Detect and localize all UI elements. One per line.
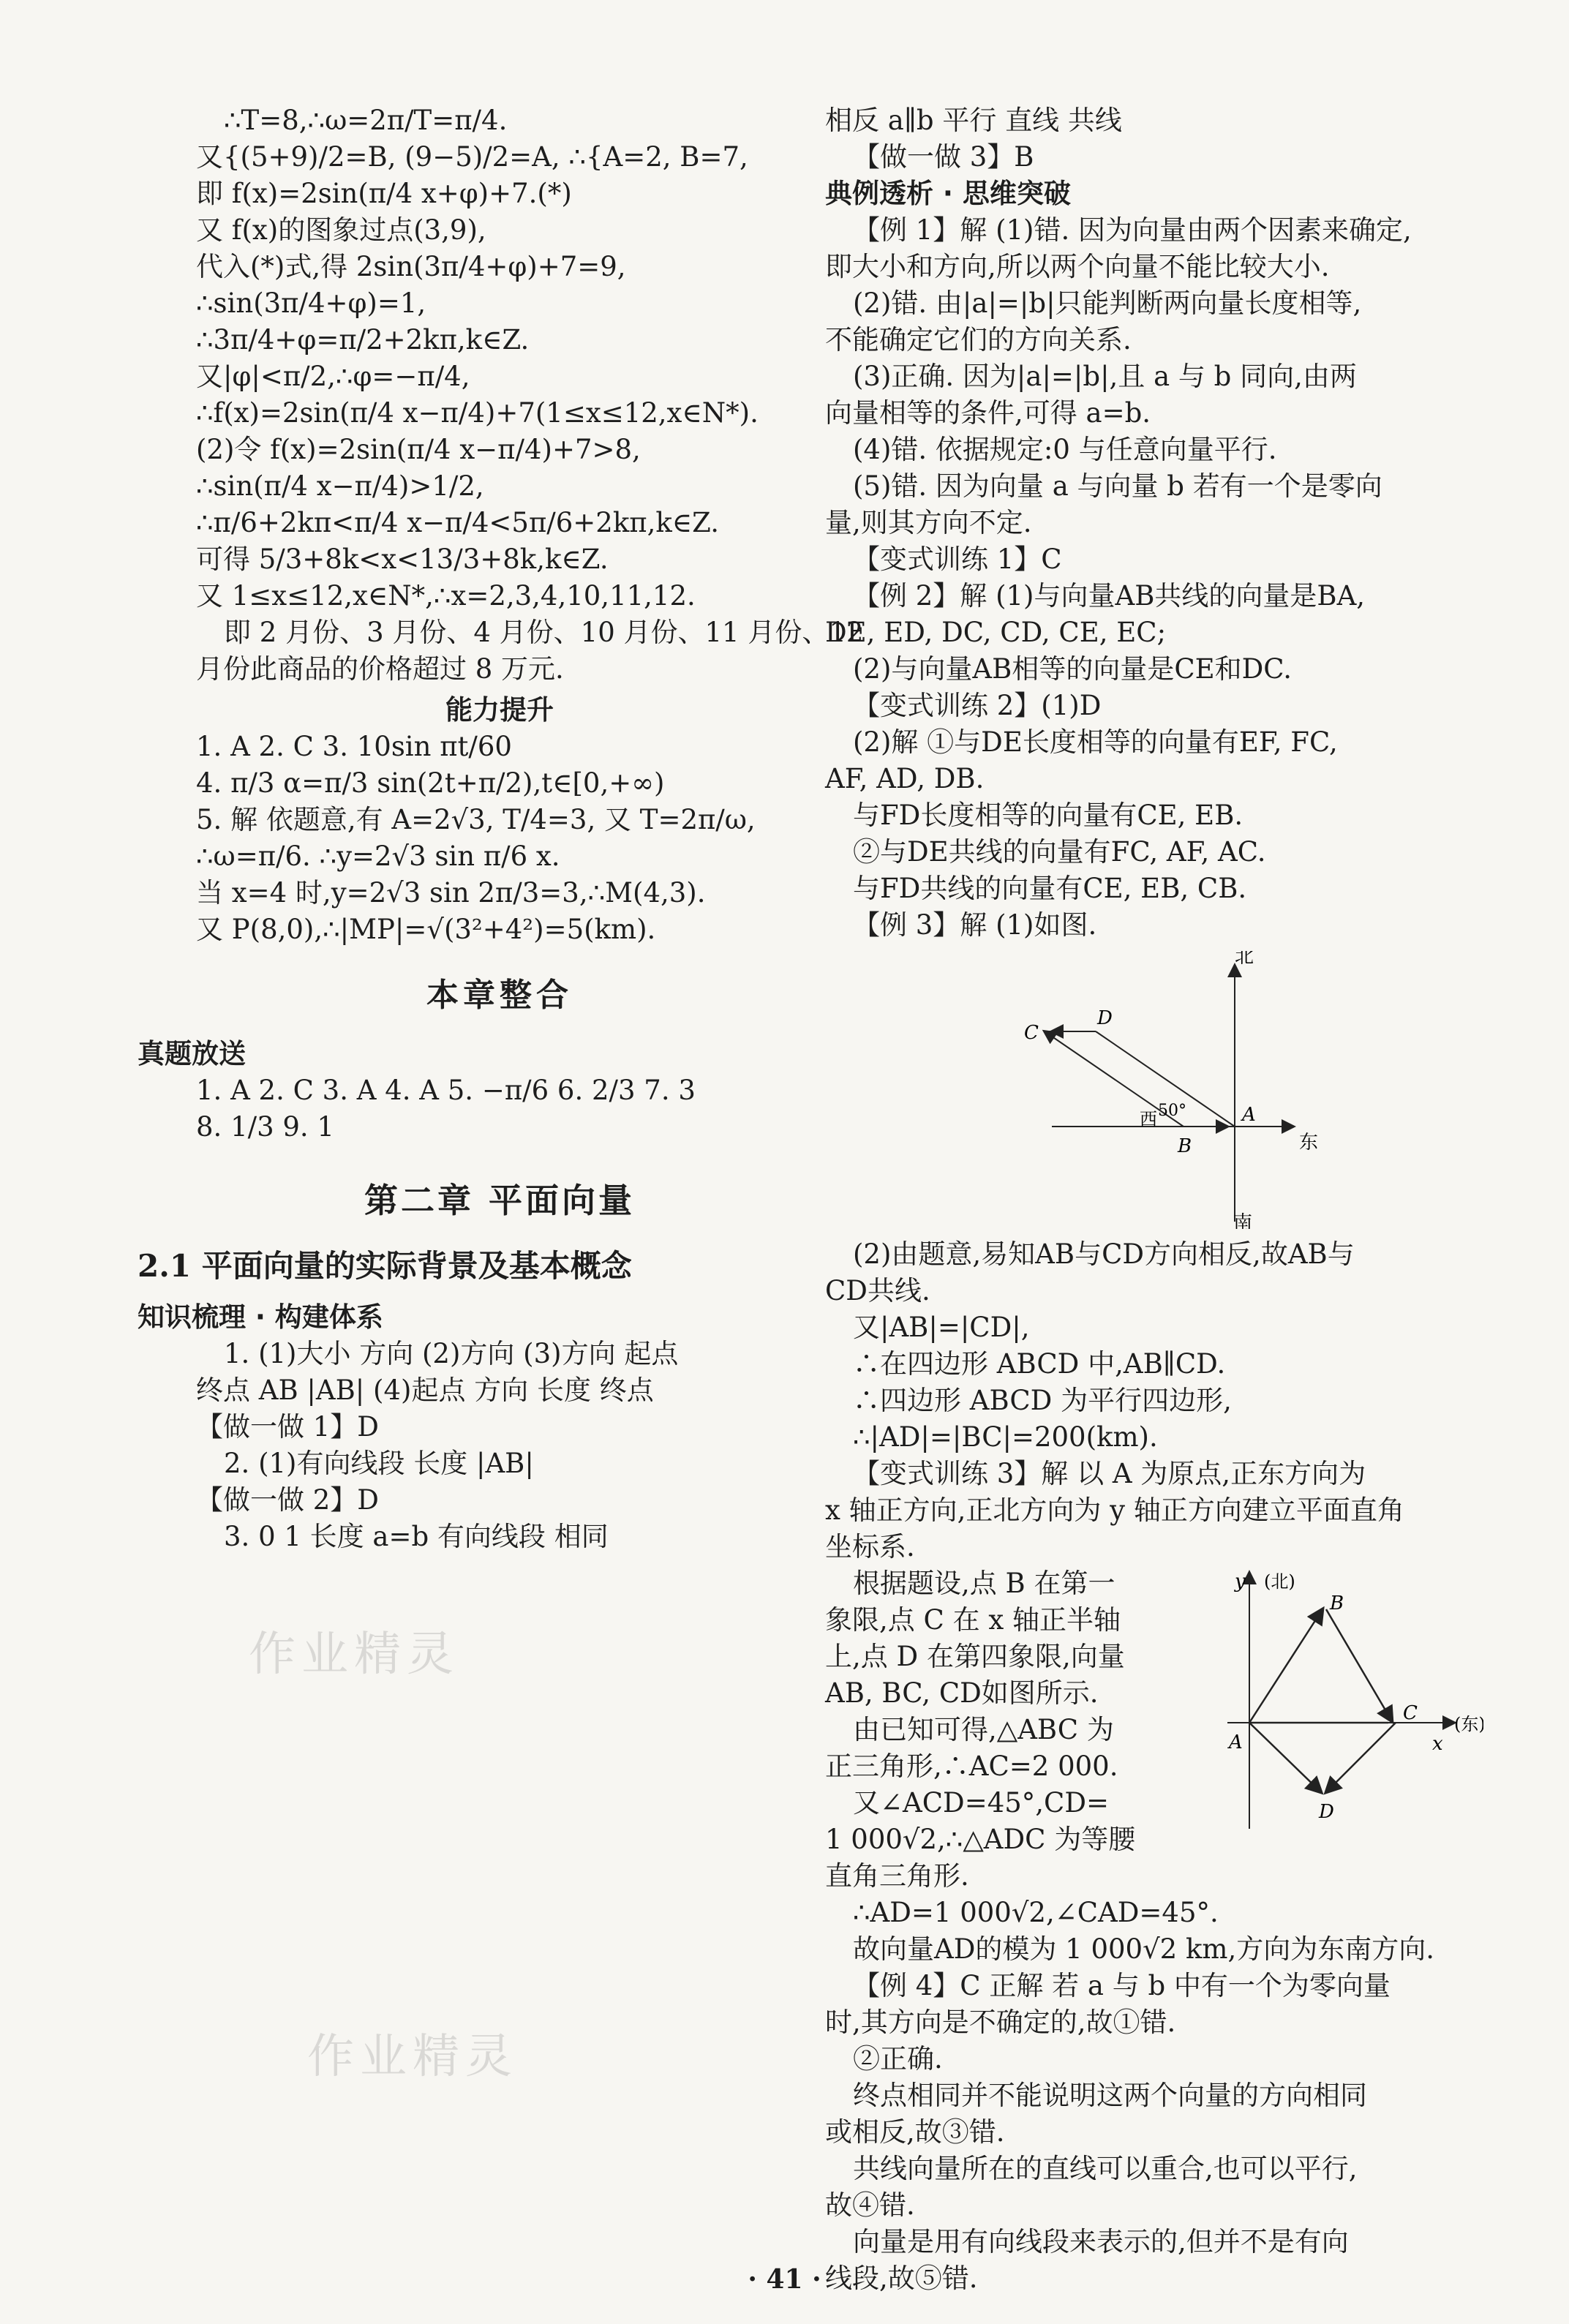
y-axis-label: y <box>1235 1571 1246 1592</box>
section-title: 2.1 平面向量的实际背景及基本概念 <box>138 1248 632 1284</box>
text-line: 【做一做 3】B <box>853 141 1034 173</box>
text-line: 1. (1)大小 方向 (2)方向 (3)方向 起点 <box>224 1338 679 1369</box>
text-line: 又 P(8,0),∴|MP|=√(3²+4²)=5(km). <box>196 914 656 945</box>
text-line: 不能确定它们的方向关系. <box>825 324 1132 356</box>
west-label: 西 <box>1140 1109 1157 1129</box>
text-line: 相反 a∥b 平行 直线 共线 <box>825 105 1122 136</box>
text-line: 【变式训练 1】C <box>853 544 1062 575</box>
text-line: 又 1≤x≤12,x∈N*,∴x=2,3,4,10,11,12. <box>196 580 696 612</box>
text-line: 【变式训练 2】(1)D <box>853 690 1102 721</box>
south-label: 南 <box>1233 1212 1253 1229</box>
text-line: (2)错. 由|a|=|b|只能判断两向量长度相等, <box>853 287 1362 319</box>
left-block-c <box>196 1072 803 1146</box>
text-line: 5. 解 依题意,有 A=2√3, T/4=3, 又 T=2π/ω, <box>196 804 756 835</box>
right-block-e <box>825 1895 1483 2297</box>
text-line: 8. 1/3 9. 1 <box>196 1111 334 1143</box>
text-line: 1. A 2. C 3. 10sin πt/60 <box>196 731 512 762</box>
text-line: (2)解 ①与DE长度相等的向量有EF, FC, <box>853 726 1338 758</box>
text-line: (2)由题意,易知AB与CD方向相反,故AB与 <box>853 1238 1355 1270</box>
direction-diagram <box>1015 951 1322 1229</box>
left-block-b <box>196 729 803 948</box>
text-line: 共线向量所在的直线可以重合,也可以平行, <box>853 2153 1358 2184</box>
real-exam-heading: 真题放送 <box>138 1038 246 1069</box>
text-line: 即 f(x)=2sin(π/4 x+φ)+7.(*) <box>196 178 572 209</box>
point-b2-label: B <box>1330 1592 1344 1614</box>
text-line: ∴AD=1 000√2,∠CAD=45°. <box>853 1897 1219 1928</box>
text-line: 【例 3】解 (1)如图. <box>853 909 1097 941</box>
text-line: 与FD长度相等的向量有CE, EB. <box>853 800 1243 831</box>
point-b-label: B <box>1178 1135 1192 1157</box>
text-line: ∴在四边形 ABCD 中,AB∥CD. <box>853 1348 1226 1380</box>
text-line: 可得 5/3+8k<x<13/3+8k,k∈Z. <box>196 544 609 575</box>
text-line: 月份此商品的价格超过 8 万元. <box>196 653 564 685</box>
text-line: ∴sin(3π/4+φ)=1, <box>196 287 426 319</box>
right-block-c <box>825 1236 1483 1565</box>
text-line: 1 000√2,∴△ADC 为等腰 <box>825 1824 1136 1855</box>
text-line: 故向量AD的模为 1 000√2 km,方向为东南方向. <box>853 1933 1434 1965</box>
text-line: 4. π/3 α=π/3 sin(2t+π/2),t∈[0,+∞) <box>196 767 665 799</box>
text-line: ②与DE共线的向量有FC, AF, AC. <box>853 836 1266 868</box>
text-line: 终点 AB |AB| (4)起点 方向 长度 终点 <box>196 1375 654 1406</box>
text-line: 又 f(x)的图象过点(3,9), <box>196 214 486 246</box>
text-line: CD共线. <box>825 1275 930 1306</box>
text-line: 【例 2】解 (1)与向量AB共线的向量是BA, <box>853 580 1366 612</box>
text-line: 由已知可得,△ABC 为 <box>853 1714 1114 1745</box>
text-line: x 轴正方向,正北方向为 y 轴正方向建立平面直角 <box>825 1494 1404 1526</box>
point-c-label: C <box>1024 1022 1039 1044</box>
text-line: 2. (1)有向线段 长度 |AB| <box>224 1448 534 1479</box>
text-line: 向量相等的条件,可得 a=b. <box>825 397 1151 429</box>
text-line: 3. 0 1 长度 a=b 有向线段 相同 <box>224 1521 609 1552</box>
text-line: ∴f(x)=2sin(π/4 x−π/4)+7(1≤x≤12,x∈N*). <box>196 397 759 429</box>
text-line: 上,点 D 在第四象限,向量 <box>825 1641 1125 1672</box>
text-line: ∴sin(π/4 x−π/4)>1/2, <box>196 470 484 502</box>
text-line: AF, AD, DB. <box>825 763 985 794</box>
east-label: 东 <box>1299 1132 1319 1154</box>
chapter-summary-heading: 本章整合 <box>426 977 573 1014</box>
text-line: 象限,点 C 在 x 轴正半轴 <box>825 1604 1121 1636</box>
text-line: ∴ω=π/6. ∴y=2√3 sin π/6 x. <box>196 841 560 872</box>
text-line: 又{(5+9)/2=B, (9−5)/2=A, ∴{A=2, B=7, <box>196 141 748 173</box>
text-line: 故④错. <box>825 2189 915 2221</box>
text-line: 【例 1】解 (1)错. 因为向量由两个因素来确定, <box>853 214 1412 246</box>
point-c2-label: C <box>1403 1702 1418 1724</box>
left-block-d <box>196 1336 803 1555</box>
coordinate-figure <box>1220 1565 1483 1851</box>
text-line: 即 2 月份、3 月份、4 月份、10 月份、11 月份、12 <box>224 617 864 648</box>
text-line: 【变式训练 3】解 以 A 为原点,正东方向为 <box>853 1458 1366 1489</box>
north-label: 北 <box>1235 951 1254 968</box>
ability-heading: 能力提升 <box>445 694 554 726</box>
text-line: 线段,故⑤错. <box>825 2263 978 2294</box>
text-line: AB, BC, CD如图所示. <box>825 1677 1099 1709</box>
text-line: 终点相同并不能说明这两个向量的方向相同 <box>853 2080 1367 2111</box>
chapter-title: 第二章 平面向量 <box>364 1181 635 1220</box>
knowledge-heading: 知识梳理 · 构建体系 <box>138 1301 383 1333</box>
text-line: 代入(*)式,得 2sin(3π/4+φ)+7=9, <box>196 251 626 282</box>
right-block-a <box>825 102 1483 176</box>
watermark: 作业精灵 <box>249 1628 459 1682</box>
text-line: ∴3π/4+φ=π/2+2kπ,k∈Z. <box>196 324 530 356</box>
text-line: (2)令 f(x)=2sin(π/4 x−π/4)+7>8, <box>196 434 641 465</box>
text-line: ∴四边形 ABCD 为平行四边形, <box>853 1385 1232 1416</box>
example-heading: 典例透析 · 思维突破 <box>825 178 1071 209</box>
text-line: 【做一做 2】D <box>196 1484 379 1516</box>
text-line: 当 x=4 时,y=2√3 sin 2π/3=3,∴M(4,3). <box>196 877 706 909</box>
text-line: 又|AB|=|CD|, <box>853 1312 1030 1343</box>
text-line: 直角三角形. <box>825 1860 969 1892</box>
text-line: ∴T=8,∴ω=2π/T=π/4. <box>224 105 508 136</box>
text-line: 又|φ|<π/2,∴φ=−π/4, <box>196 361 470 392</box>
page-number: · 41 · <box>748 2264 821 2295</box>
text-line: (5)错. 因为向量 a 与向量 b 若有一个是零向 <box>853 470 1382 502</box>
right-block-b <box>825 212 1483 944</box>
text-line: 1. A 2. C 3. A 4. A 5. −π/6 6. 2/3 7. 3 <box>196 1075 696 1106</box>
left-block-a <box>196 102 864 688</box>
text-line: 与FD共线的向量有CE, EB, CB. <box>853 873 1247 904</box>
text-line: (4)错. 依据规定:0 与任意向量平行. <box>853 434 1277 465</box>
text-line: ②正确. <box>853 2043 943 2075</box>
text-line: 【例 4】C 正解 若 a 与 b 中有一个为零向量 <box>853 1970 1391 2001</box>
text-line: ∴|AD|=|BC|=200(km). <box>853 1421 1158 1453</box>
text-line: 时,其方向是不确定的,故①错. <box>825 2007 1176 2038</box>
north-label-2: (北) <box>1264 1571 1295 1592</box>
point-a-label: A <box>1242 1104 1256 1126</box>
x-axis-label: x <box>1432 1733 1443 1755</box>
text-line: 又∠ACD=45°,CD= <box>853 1787 1110 1819</box>
left-column <box>138 102 864 1555</box>
text-line: (3)正确. 因为|a|=|b|,且 a 与 b 同向,由两 <box>853 361 1357 392</box>
watermark-2: 作业精灵 <box>307 2030 518 2084</box>
text-line: 量,则其方向不定. <box>825 507 1032 538</box>
right-column <box>825 102 1483 2297</box>
text-line: 或相反,故③错. <box>825 2116 1005 2148</box>
coordinate-diagram <box>1220 1565 1483 1851</box>
direction-figure <box>1015 951 1322 1229</box>
point-d-label: D <box>1097 1007 1113 1029</box>
angle-label: 50° <box>1158 1102 1186 1120</box>
text-line: 坐标系. <box>825 1531 915 1563</box>
text-line: 正三角形,∴AC=2 000. <box>825 1750 1118 1782</box>
text-line: 根据题设,点 B 在第一 <box>853 1568 1115 1599</box>
variant3-area <box>825 1565 1483 1895</box>
point-d2-label: D <box>1319 1801 1334 1823</box>
text-line: 向量是用有向线段来表示的,但并不是有向 <box>853 2226 1349 2257</box>
text-line: DE, ED, DC, CD, CE, EC; <box>825 617 1167 648</box>
text-line: 即大小和方向,所以两个向量不能比较大小. <box>825 251 1330 282</box>
point-a2-label: A <box>1229 1731 1243 1753</box>
east-label-2: (东) <box>1454 1714 1483 1734</box>
text-line: (2)与向量AB相等的向量是CE和DC. <box>853 653 1293 685</box>
text-line: 【做一做 1】D <box>196 1411 379 1443</box>
right-block-d <box>825 1565 1205 1895</box>
text-line: ∴π/6+2kπ<π/4 x−π/4<5π/6+2kπ,k∈Z. <box>196 507 719 538</box>
